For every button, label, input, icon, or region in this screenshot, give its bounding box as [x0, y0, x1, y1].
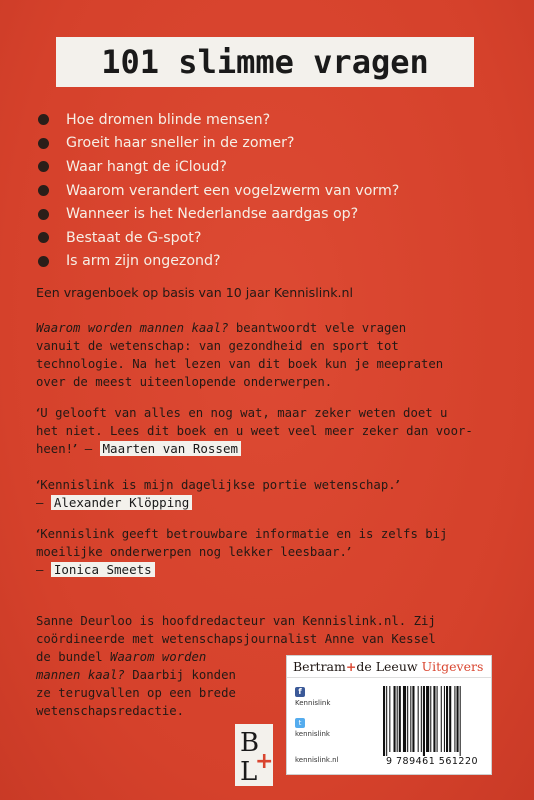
- quote-smeets: ‘Kennislink geeft betrouwbare informatie en is zelfs bij moeilijke onderwerpen nog lekker leesbaar.’ – Ionica Smeets: [36, 526, 448, 577]
- barcode-graphic: [381, 686, 485, 756]
- bullet-icon: [38, 209, 49, 220]
- quote-kloepping: ‘Kennislink is mijn dagelijkse portie wetenschap.’ – Alexander Klöpping: [36, 477, 400, 510]
- barcode-bar: [407, 686, 408, 752]
- tagline: Een vragenboek op basis van 10 jaar Kennislink.nl: [36, 285, 354, 300]
- logo-letter-l: L: [240, 757, 258, 786]
- bullet-icon: [38, 232, 49, 243]
- barcode: [381, 686, 485, 756]
- quote-author: Ionica Smeets: [51, 562, 155, 577]
- bullet-icon: [38, 138, 49, 149]
- bullet-icon: [38, 185, 49, 196]
- list-item: Is arm zijn ongezond?: [38, 250, 399, 274]
- barcode-bar: [426, 686, 429, 752]
- open-quote-icon: ‘: [36, 405, 41, 420]
- open-quote-icon: ‘: [36, 526, 41, 541]
- quote-author: Alexander Klöpping: [51, 495, 192, 510]
- publisher-box: [286, 655, 492, 775]
- barcode-bar: [394, 686, 396, 752]
- barcode-bar: [441, 686, 442, 752]
- barcode-bar: [444, 686, 445, 752]
- intro-paragraph: Waarom worden mannen kaal? beantwoordt vele vragen vanuit de wetenschap: van gezondheid en sport tot technologie. Na het lezen van dit boek kun je meepraten over de meest uiteenlopende onderwerpen.: [36, 321, 444, 389]
- barcode-bar: [449, 686, 451, 752]
- barcode-bar: [386, 686, 387, 756]
- title-banner: [56, 37, 474, 87]
- facebook-icon: f: [295, 687, 305, 697]
- close-quote-icon: ’: [346, 544, 352, 559]
- barcode-bar: [397, 686, 398, 752]
- bullet-icon: [38, 256, 49, 267]
- twitter-link[interactable]: t kennislink: [295, 719, 330, 738]
- question-list: [38, 108, 399, 273]
- bio-paragraph: Sanne Deurloo is hoofdredacteur van Kennislink.nl. Zij coördineerde met wetenschapsjournalist Anne van Kessel de bundel Waarom worden mannen kaal? Daarbij konden ze terugvallen op een brede wetenschapsredactie.: [36, 614, 436, 718]
- twitter-icon: t: [295, 718, 305, 728]
- list-item: Waar hangt de iCloud?: [38, 155, 399, 179]
- barcode-bar: [437, 686, 438, 752]
- open-quote-icon: ‘: [36, 477, 41, 492]
- barcode-bar: [421, 686, 422, 752]
- list-item: Waarom verandert een vogelzwerm van vorm?: [38, 179, 399, 203]
- quote-author: Maarten van Rossem: [100, 441, 241, 456]
- barcode-bar: [410, 686, 411, 752]
- publisher-logo: [235, 724, 273, 786]
- isbn-number: 9 789461 561220: [385, 756, 479, 767]
- close-quote-icon: ’: [395, 477, 400, 492]
- close-quote-icon: ’: [73, 441, 78, 456]
- facebook-link[interactable]: f Kennislink: [295, 687, 331, 707]
- barcode-bar: [433, 686, 435, 752]
- list-item: Groeit haar sneller in de zomer?: [38, 132, 399, 156]
- barcode-bar: [430, 686, 431, 752]
- barcode-bar: [460, 686, 461, 756]
- publisher-name: Bertram + de Leeuw Uitgevers: [287, 656, 491, 678]
- list-item: Wanneer is het Nederlandse aardgas op?: [38, 202, 399, 226]
- bullet-icon: [38, 161, 49, 172]
- barcode-bar: [383, 686, 385, 756]
- barcode-bar: [399, 686, 401, 752]
- book-title: 101 slimme vragen: [101, 43, 429, 81]
- barcode-bar: [412, 686, 414, 752]
- website-link[interactable]: kennislink.nl: [295, 756, 339, 764]
- bullet-icon: [38, 114, 49, 125]
- list-item: Hoe dromen blinde mensen?: [38, 108, 399, 132]
- quote-rossem: ‘U gelooft van alles en nog wat, maar zeker weten doet u het niet. Lees dit boek en u weet veel meer zeker dan voor- heen!’ – Maarten van Rossem: [36, 405, 473, 456]
- barcode-bar: [403, 686, 406, 752]
- barcode-bar: [457, 686, 459, 752]
- barcode-bar: [418, 686, 419, 752]
- barcode-bar: [423, 686, 425, 756]
- barcode-bar: [454, 686, 455, 752]
- logo-letter-b: B: [240, 728, 260, 758]
- logo-plus: +: [255, 749, 273, 774]
- barcode-bar: [446, 686, 448, 752]
- barcode-bar: [389, 686, 390, 752]
- list-item: Bestaat de G-spot?: [38, 226, 399, 250]
